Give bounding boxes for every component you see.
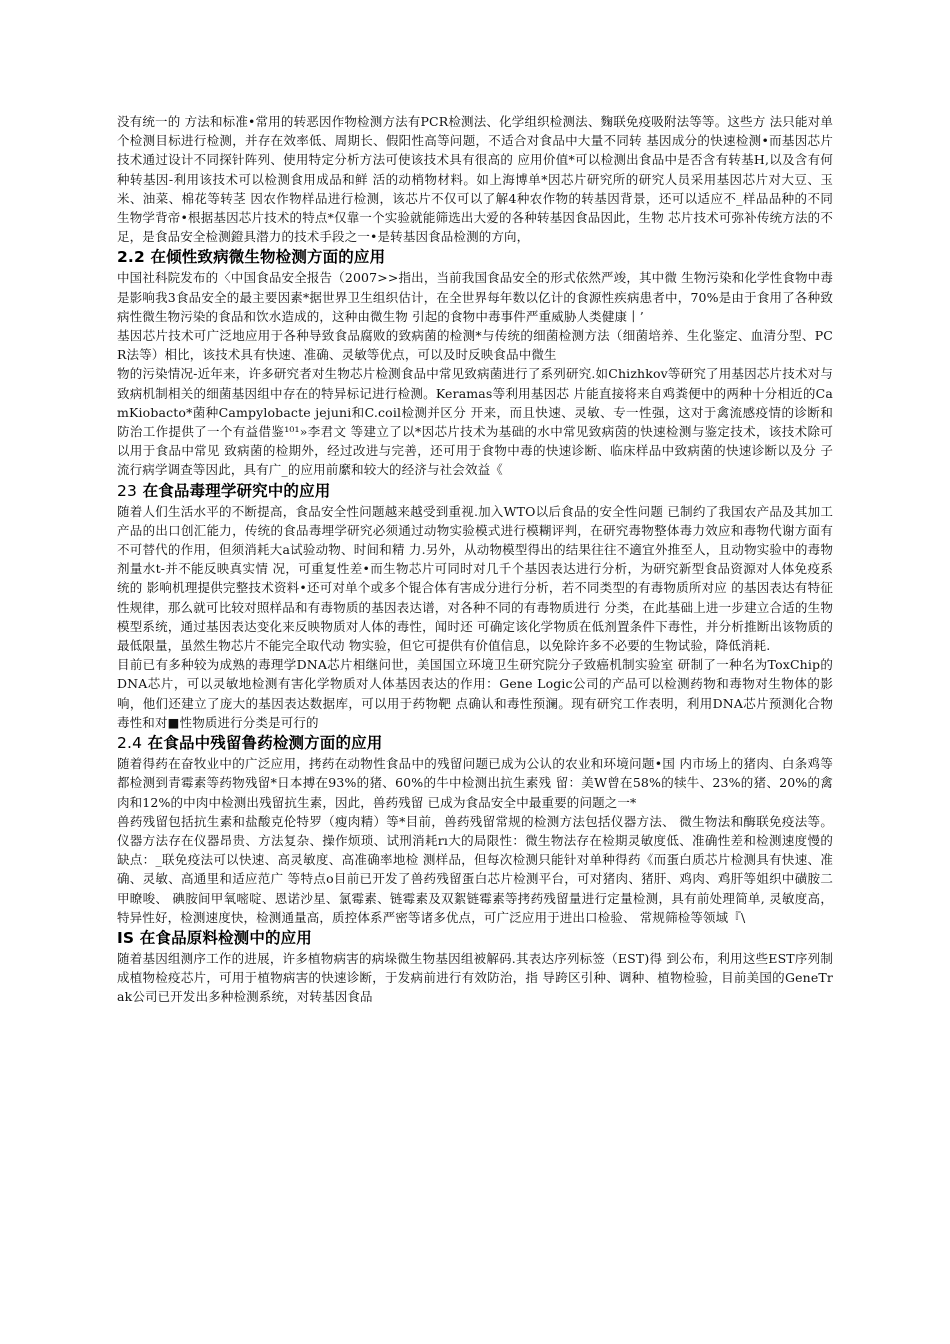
section-number: 2.4 xyxy=(117,734,143,753)
paragraph: 目前已有多种较为成熟的毒理学DNA芯片相继问世，美国国立环境卫生研究院分子致癌机制实验室 研制了一种名为ToxChip的DNA芯片，可以灵敏地检测有害化学物质对人体基因表达的作用：Gene Logic公司的产品可以检测药物和毒物对生物体的影响，他们还建立了庞大的基因表达数据库，可以用于药物靶 点确认和毒性预澜。现有研究工作表明，利用DNA芯片预测化合物毒性和对■性物质进行分类是可行的 xyxy=(117,657,833,730)
section-number: IS xyxy=(117,928,135,947)
paragraph: 兽药残留包括抗生素和盐酸克伦特罗（瘦肉精）等*目前，兽药残留常规的检测方法包括仪器方法、 微生物法和酶联免疫法等。仪器方法存在仪器昂贵、方法复杂、操作烦琐、试刑消耗rı大的局限性：微生物法存在检期灵敏度低、准确性差和检测速度慢的缺点：_联免疫法可以快速、高灵敏度、高准确率地检 测样品，但每次检测只能针对单种得药《而蛋白质芯片检测具有快速、准确、灵敏、高通里和适应范广 等特点o目前已开发了兽药残留蛋白芯片检测平台，可对猪肉、猪肝、鸡肉、鸡肝等姐织中磺胺二甲暸唆、 碘胺间甲氧嘧啶、恩诺沙星、氯霉素、链霉素及双絮链霉素等拷药残留量进行定量检测，具有前处理简单, 灵敏度高，特异性好，检测速度快，检测通量高，质控体系严密等诸多优点，可广泛应用于进出口检验、 常规筛检等领域『\ xyxy=(117,813,833,925)
paragraph: 随着得药在奋牧业中的广泛应用，拷药在动物性食品中的残留问题已成为公认的农业和环境问题•国 内市场上的猪肉、白条鸡等都检测到青霉素等药物残留*日本搏在93%的猪、60%的牛中检测出抗生素残 留：美W曾在58%的犊牛、23%的猪、20%的禽肉和12%的中肉中检测出残留抗生素，因此，兽药残留 已成为食品安全中最重要的问题之一* xyxy=(117,756,833,810)
section-heading-2-2 xyxy=(117,246,833,268)
paragraph: 物的污染情况-近年来，许多研究者对生物芯片检测食品中常见致病菌进行了系列研究.如Chizhkov等研究了用基因芯片技术对与致病机制相关的细菌基因组中存在的特异标记进行检测。Keramas等利用基因芯 片能直接将来自鸡粪便中的两种十分相近的CamKiobacto*菌种Campylobacte jejuni和C.coil检测并区分 开来，而且快速、灵敏、专一性强，这对于禽流感疫情的诊断和防治工作提供了一个有益借鉴¹⁰¹»李君文 等建立了以*因芯片技术为基础的水中常见致病茵的快速检测与鉴定技术，该技术除可以用于食品中常见 致病菌的检期外，经过改进与完善，还可用于食物中毒的快速诊断、临床样品中致病菌的快速诊断以及分 子流行病学调查等因此，具有广_的应用前縻和较大的经济与社会效益《 xyxy=(117,366,833,478)
section-title: 在食品毒理学研究中的应用 xyxy=(142,481,331,500)
paragraph: 基因芯片技术可广泛地应用于各种导致食品腐败的致病菌的检测*与传统的细菌检测方法（细菌培养、生化鉴定、血清分型、PCR法等）相比，该技术具有快速、准确、灵敏等优点，可以及时反映食品中微生 xyxy=(117,328,833,363)
section-heading-2-3 xyxy=(117,480,833,502)
section-title: 在食品中残留鲁药检测方面的应用 xyxy=(147,734,383,753)
paragraph: 随着人们生活水平的不断提高，食品安全性问题越来越受到重视.加入WTO以后食品的安全性问题 已制约了我国农产品及其加工产品的出口创汇能力，传统的食品毒埋学研究必须通过动物实验模式进行模糊评判，在研究毒物整体毒力效应和毒物代谢方面有不可替代的作用，但须消耗大a试验动物、时间和精 力.另外，从动物模型得出的结果往往不適宜外推至人，且动物实验中的毒物剂量水t-并不能反映真实情 况，可重复性差•而生物芯片可同时对几千个基因表达进行分析，为研究新型食品资源对人体免疫系统的 影响机理提供完整技术资料•还可对单个或多个锟合体有害成分进行分析，若不同类型的有毒物质所对应 的基因表达有特征性规律，那么就可比较对照样品和有毒物质的基因表达谱，对各种不同的有毒物质进行 分类，在此基础上进一步建立合适的生物模型系统，通过基因表达变化来反映物质对人体的毒性，闻时还 可确定该化学物质在低剂置条件下毒性，并分析推断出该物质的最低限量，虽然生物芯片不能完全取代动 物实验，但它可提供有价值信息，以免除许多不必要的生物试验，降低消耗. xyxy=(117,503,833,654)
section-heading-2-5 xyxy=(117,927,833,949)
paragraph: 中国社科院发布的〈中国食品安全报告（2007>>指出，当前我国食品安全的形式依然严竣，其中微 生物污染和化学性食物中毒是影响我3食品安全的最主要因素*据世界卫生组织估计，在全世界每年数以亿计的食源性疾病患者中，70%是由于食用了各种致病性微生物污染的食品和饮水造成的，这种由微生物 引起的食物中毒事件严重威胁人类健康丨’ xyxy=(117,270,833,324)
section-title: 在倾性致病微生物检测方面的应用 xyxy=(150,248,386,267)
section-heading-2-4 xyxy=(117,732,833,754)
section-number: 23 xyxy=(117,481,138,500)
section-number: 2.2 xyxy=(117,248,145,267)
section-title: 在食品原料检测中的应用 xyxy=(139,928,312,947)
paragraph: 随着基因组测序工作的进展，许多植物病害的病垛微生物基因组被解码.其表达序列标签（EST)得 到公布，利用这些EST序列制成植物检疫芯片，可用于植物病害的快速诊断，于发病前进行有效防治，指 导跨区引种、调种、植物检验，目前美国的GeneTrak公司已开发出多种检测系统，对转基因食品 xyxy=(117,950,833,1005)
document-page xyxy=(117,112,833,1007)
paragraph: 没有统一的 方法和标准•常用的转恶因作物检测方法有PCR检测法、化学组织检测法、麴联免疫吸附法等等。这些方 法只能对单个检测目标进行检测，并存在效率低、周期长、假阳性高等问题，不适合对食品中大量不同转 基因成分的快速检测•而基因芯片技术通过设计不同探针阵列、使用特定分析方法可使该技术具有很高的 应用价值*可以检测出食品中是否含有转基H,以及含有何种转基因-利用该技术可以检测食用成品和鲜 活的动梢物材料。如上海博单*因芯片研究所的研究人员采用基因芯片对大豆、玉米、油菜、棉花等转茎 因农作物样品进行检测，该芯片不仅可以了解4种农作物的转基因背景，还可以适应不_样品品种的不同 生物学背帝•根据基因芯片技术的特点*仅靠一个实验就能筛选出大爱的各种转基因食品因此，生物 芯片技术可弥补传统方法的不足，是食品安全检测鐙具潜力的技术手段之一•是转基因食品检测的方向， xyxy=(117,114,833,245)
